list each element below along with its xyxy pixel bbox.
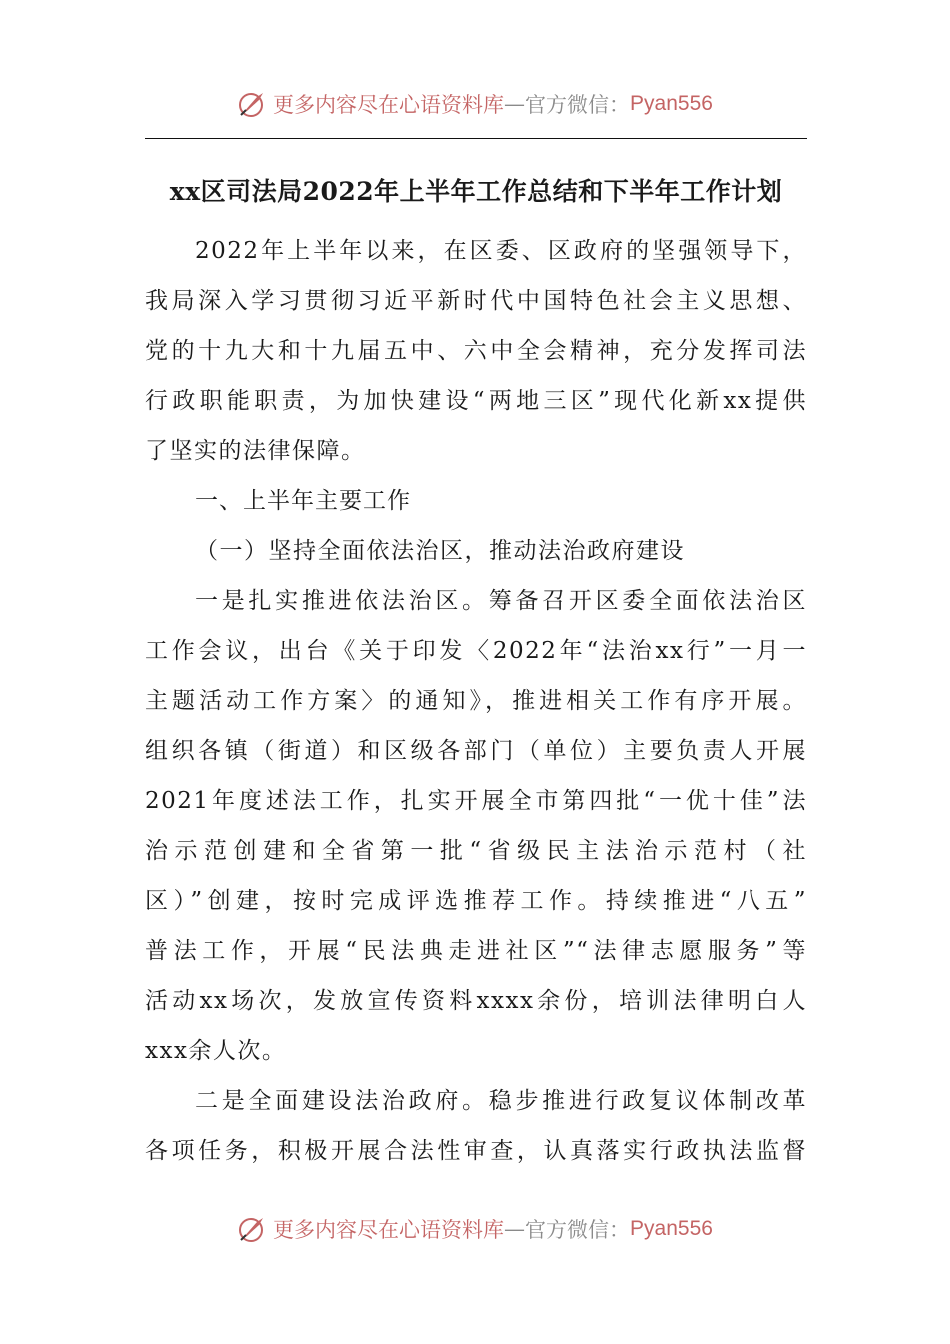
- document-title: xx区司法局2022年上半年工作总结和下半年工作计划: [169, 177, 783, 206]
- paragraph-line: 活动xx场次，发放宣传资料xxxx余份，培训法律明白人: [145, 988, 807, 1014]
- watermark-sub-text: 官方微信：: [525, 93, 631, 117]
- paragraph-line: 行政职能职责，为加快建设“两地三区”现代化新xx提供: [145, 388, 807, 414]
- paragraph-line: 党的十九大和十九届五中、六中全会精神，充分发挥司法: [145, 338, 807, 364]
- watermark-main-text: 更多内容尽在心语资料库: [273, 1218, 505, 1242]
- paragraph-line: 2022年上半年以来，在区委、区政府的坚强领导下，: [195, 238, 807, 264]
- watermark-dash: —: [504, 1217, 526, 1241]
- watermark-sub-text: 官方微信：: [525, 1218, 631, 1242]
- subsection-heading: （一）坚持全面依法治区，推动法治政府建设: [195, 538, 685, 564]
- paragraph-line: 2021年度述法工作，扎实开展全市第四批“一优十佳”法: [145, 788, 807, 814]
- header-watermark: [0, 84, 950, 124]
- paragraph-line: 主题活动工作方案〉的通知》，推进相关工作有序开展。: [145, 688, 807, 714]
- paragraph-line: 组织各镇（街道）和区级各部门（单位）主要负责人开展: [145, 738, 807, 764]
- paragraph-line: 了坚实的法律保障。: [145, 438, 366, 464]
- document-body: [145, 226, 807, 1176]
- paragraph-line: 工作会议，出台《关于印发〈2022年“法治xx行”一月一: [145, 638, 807, 664]
- section-heading: 一、上半年主要工作: [195, 488, 411, 514]
- paragraph-line: 我局深入学习贯彻习近平新时代中国特色社会主义思想、: [145, 288, 807, 314]
- watermark-dash: —: [504, 92, 526, 116]
- paragraph-line: 区）”创建，按时完成评选推荐工作。持续推进“八五”: [145, 888, 807, 914]
- paragraph-line: 各项任务，积极开展合法性审查，认真落实行政执法监督: [145, 1138, 807, 1164]
- quill-logo-icon: [237, 89, 267, 119]
- header-rule: [145, 138, 807, 139]
- watermark-wechat-id: Pyan556: [630, 1217, 713, 1240]
- footer-watermark: [0, 1209, 950, 1249]
- paragraph-line: 二是全面建设法治政府。稳步推进行政复议体制改革: [195, 1088, 807, 1114]
- watermark-main-text: 更多内容尽在心语资料库: [273, 93, 505, 117]
- paragraph-line: xxx余人次。: [145, 1038, 287, 1064]
- quill-logo-icon: [237, 1214, 267, 1244]
- watermark-wechat-id: Pyan556: [630, 92, 713, 115]
- paragraph-line: 普法工作，开展“民法典走进社区”“法律志愿服务”等: [145, 938, 807, 964]
- paragraph-line: 一是扎实推进依法治区。筹备召开区委全面依法治区: [195, 588, 807, 614]
- paragraph-line: 治示范创建和全省第一批“省级民主法治示范村（社: [145, 838, 807, 864]
